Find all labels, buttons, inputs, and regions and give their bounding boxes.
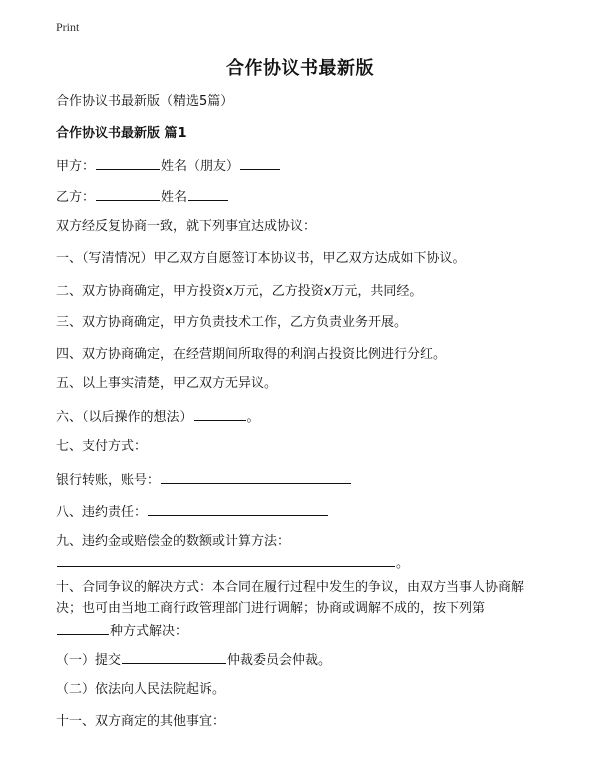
bank-account-blank [161, 469, 351, 484]
option-1 [56, 649, 546, 671]
party-a-name-blank [240, 155, 280, 170]
clause-9: 九、违约金或赔偿金的数额或计算方法： [56, 534, 291, 549]
page-title: 合作协议书最新版 [226, 58, 374, 79]
clause-6-end: 。 [246, 410, 260, 425]
clause-8-label: 八、违约责任： [56, 505, 148, 520]
option-1-end: 仲裁委员会仲裁。 [227, 653, 332, 668]
clause-6-text: 六、（以后操作的想法） [56, 410, 193, 425]
clause-11: 十一、双方商定的其他事宜： [56, 714, 226, 729]
clause-9-end: 。 [396, 556, 410, 571]
clause-9-fill [56, 552, 546, 574]
party-b-name-blank [188, 186, 228, 201]
clause-8-blank [148, 501, 328, 516]
bank-label: 银行转账，账号： [56, 473, 161, 488]
party-a-label: 甲方： [56, 159, 96, 174]
subtitle: 合作协议书最新版（精选5篇） [56, 94, 234, 109]
clause-10-blank [57, 620, 109, 635]
party-b-name-label: 姓名 [161, 190, 188, 205]
clause-10-line-3 [56, 620, 546, 642]
clause-10-tail: 种方式解决： [110, 624, 189, 639]
clause-6-blank [194, 406, 246, 421]
clause-9-blank [57, 552, 395, 567]
intro-text: 双方经反复协商一致，就下列事宜达成协议： [56, 219, 317, 234]
party-b-label: 乙方： [56, 190, 96, 205]
section-heading: 合作协议书最新版 篇1 [56, 126, 187, 141]
party-a-blank [96, 155, 160, 170]
option-1-blank [122, 649, 226, 664]
option-2: （二）依法向人民法院起诉。 [56, 682, 226, 697]
clause-3: 三、双方协商确定，甲方负责技术工作，乙方负责业务开展。 [56, 315, 408, 330]
clause-4: 四、双方协商确定，在经营期间所取得的利润占投资比例进行分红。 [56, 347, 447, 362]
clause-10-line-2: 决；也可由当地工商行政管理部门进行调解；协商或调解不成的，按下列第 [56, 601, 486, 616]
clause-2: 二、双方协商确定，甲方投资x万元，乙方投资x万元，共同经。 [56, 284, 423, 299]
party-a-name-label: 姓名（朋友） [161, 159, 240, 174]
party-b-line [56, 186, 546, 208]
bank-line [56, 469, 546, 491]
party-b-blank [96, 186, 160, 201]
party-a-line [56, 155, 546, 177]
clause-1: 一、（写清情况）甲乙双方自愿签订本协议书，甲乙双方达成如下协议。 [56, 251, 466, 266]
clause-5: 五、以上事实清楚，甲乙双方无异议。 [56, 376, 278, 391]
option-1-text: （一）提交 [56, 653, 122, 668]
clause-10-line-1: 十、合同争议的解决方式：本合同在履行过程中发生的争议，由双方当事人协商解 [56, 580, 525, 595]
clause-8 [56, 501, 546, 523]
clause-7: 七、支付方式： [56, 439, 148, 454]
clause-6 [56, 406, 546, 428]
print-link[interactable]: Print [56, 20, 80, 34]
